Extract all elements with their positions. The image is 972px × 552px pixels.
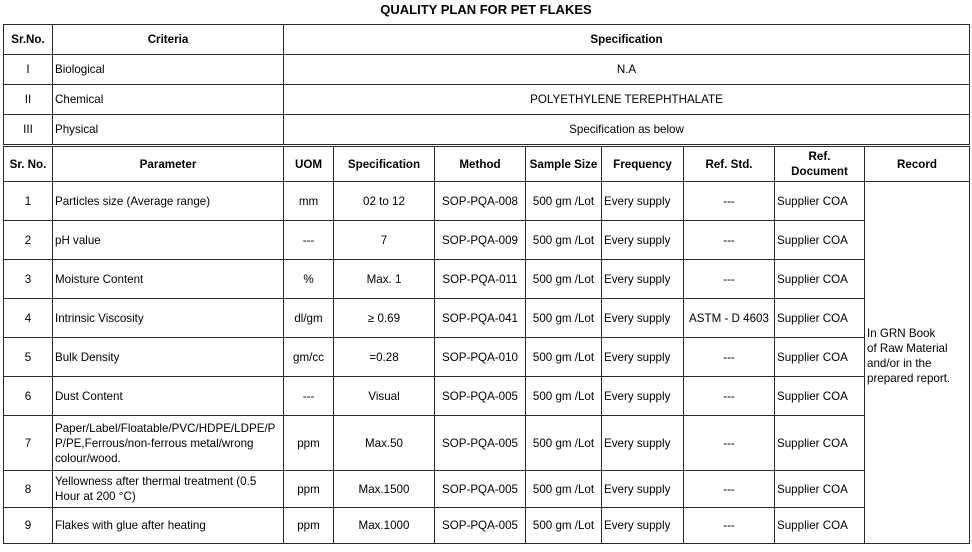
param-name-line: Bulk Density	[55, 350, 120, 364]
param-method: SOP-PQA-011	[435, 260, 526, 299]
criteria-row	[4, 115, 970, 145]
header-frequency: Frequency	[602, 147, 684, 182]
param-method: SOP-PQA-005	[435, 416, 526, 471]
criteria-name: Chemical	[53, 85, 284, 115]
param-ref-std: ASTM - D 4603	[684, 299, 775, 338]
parameter-row	[4, 338, 970, 377]
param-name	[53, 221, 284, 260]
header-specification: Specification	[334, 147, 435, 182]
param-sr: 7	[4, 416, 53, 471]
param-specification: Max.1500	[334, 471, 435, 508]
param-specification: ≥ 0.69	[334, 299, 435, 338]
param-specification: Max.1000	[334, 508, 435, 544]
param-name	[53, 508, 284, 544]
param-uom: ---	[284, 377, 334, 416]
criteria-specification: Specification as below	[284, 115, 970, 145]
criteria-specification: POLYETHYLENE TEREPHTHALATE	[284, 85, 970, 115]
param-method: SOP-PQA-005	[435, 471, 526, 508]
param-ref-document: Supplier COA	[775, 377, 865, 416]
parameter-row	[4, 377, 970, 416]
param-name-line: pH value	[55, 233, 101, 247]
criteria-table	[3, 24, 970, 145]
criteria-row	[4, 85, 970, 115]
param-frequency: Every supply	[602, 377, 684, 416]
record-cell	[865, 182, 970, 544]
param-specification: =0.28	[334, 338, 435, 377]
param-name	[53, 299, 284, 338]
record-text-line: and/or in the	[867, 356, 932, 370]
param-frequency: Every supply	[602, 221, 684, 260]
param-name-line: Paper/Label/Floatable/PVC/HDPE/LDPE/P	[55, 421, 276, 435]
param-name	[53, 471, 284, 508]
param-ref-std: ---	[684, 377, 775, 416]
record-text-line: In GRN Book	[867, 326, 936, 340]
param-ref-document: Supplier COA	[775, 416, 865, 471]
param-name	[53, 377, 284, 416]
criteria-sr: II	[4, 85, 53, 115]
criteria-name: Physical	[53, 115, 284, 145]
param-sample-size: 500 gm /Lot	[526, 416, 602, 471]
param-uom: ppm	[284, 471, 334, 508]
header-parameter: Parameter	[53, 147, 284, 182]
param-name-line: Particles size (Average range)	[55, 194, 211, 208]
param-method: SOP-PQA-010	[435, 338, 526, 377]
param-sample-size: 500 gm /Lot	[526, 508, 602, 544]
param-ref-std: ---	[684, 416, 775, 471]
param-ref-std: ---	[684, 260, 775, 299]
param-ref-document: Supplier COA	[775, 260, 865, 299]
param-ref-document: Supplier COA	[775, 299, 865, 338]
param-name-line: Moisture Content	[55, 272, 144, 286]
param-sr: 9	[4, 508, 53, 544]
param-sr: 2	[4, 221, 53, 260]
param-sample-size: 500 gm /Lot	[526, 299, 602, 338]
param-sample-size: 500 gm /Lot	[526, 377, 602, 416]
param-name	[53, 338, 284, 377]
param-method: SOP-PQA-005	[435, 508, 526, 544]
header-ref-document-line1: Ref.	[808, 150, 831, 163]
header-record: Record	[865, 147, 970, 182]
param-uom: %	[284, 260, 334, 299]
parameter-row	[4, 299, 970, 338]
param-method: SOP-PQA-009	[435, 221, 526, 260]
param-sample-size: 500 gm /Lot	[526, 221, 602, 260]
param-ref-std: ---	[684, 471, 775, 508]
param-name	[53, 182, 284, 221]
param-sr: 3	[4, 260, 53, 299]
header-ref-document	[775, 147, 865, 182]
param-sample-size: 500 gm /Lot	[526, 471, 602, 508]
param-uom: dl/gm	[284, 299, 334, 338]
record-text-line: prepared report.	[867, 371, 951, 385]
parameters-table	[3, 146, 970, 544]
param-name-line: Dust Content	[55, 389, 123, 403]
param-frequency: Every supply	[602, 182, 684, 221]
parameter-row	[4, 221, 970, 260]
param-sample-size: 500 gm /Lot	[526, 182, 602, 221]
param-ref-document: Supplier COA	[775, 338, 865, 377]
param-frequency: Every supply	[602, 416, 684, 471]
param-ref-std: ---	[684, 338, 775, 377]
param-uom: ppm	[284, 416, 334, 471]
criteria-header-specification: Specification	[284, 25, 970, 55]
param-sr: 6	[4, 377, 53, 416]
param-ref-document: Supplier COA	[775, 471, 865, 508]
parameter-row	[4, 416, 970, 471]
header-sample-size: Sample Size	[526, 147, 602, 182]
param-name-line: Yellowness after thermal treatment (0.5	[55, 475, 257, 488]
param-frequency: Every supply	[602, 471, 684, 508]
param-sample-size: 500 gm /Lot	[526, 260, 602, 299]
param-method: SOP-PQA-041	[435, 299, 526, 338]
criteria-sr: III	[4, 115, 53, 145]
param-frequency: Every supply	[602, 508, 684, 544]
param-ref-std: ---	[684, 221, 775, 260]
param-name-line: colour/wood.	[55, 451, 121, 465]
param-sr: 4	[4, 299, 53, 338]
param-method: SOP-PQA-008	[435, 182, 526, 221]
criteria-specification: N.A	[284, 55, 970, 85]
criteria-header-sr: Sr.No.	[4, 25, 53, 55]
record-text-line: of Raw Material	[867, 341, 948, 355]
param-specification: 02 to 12	[334, 182, 435, 221]
param-uom: gm/cc	[284, 338, 334, 377]
param-specification: Max.50	[334, 416, 435, 471]
param-specification: Visual	[334, 377, 435, 416]
param-name-line: Flakes with glue after heating	[55, 519, 206, 532]
param-frequency: Every supply	[602, 338, 684, 377]
param-specification: 7	[334, 221, 435, 260]
header-uom: UOM	[284, 147, 334, 182]
param-frequency: Every supply	[602, 260, 684, 299]
page-title: QUALITY PLAN FOR PET FLAKES	[380, 2, 592, 17]
param-sr: 5	[4, 338, 53, 377]
param-ref-document: Supplier COA	[775, 221, 865, 260]
criteria-header-criteria: Criteria	[53, 25, 284, 55]
param-ref-std: ---	[684, 182, 775, 221]
criteria-header-row	[4, 25, 970, 55]
parameters-header-row	[4, 147, 970, 182]
parameter-row	[4, 260, 970, 299]
parameter-row	[4, 471, 970, 508]
param-frequency: Every supply	[602, 299, 684, 338]
param-specification: Max. 1	[334, 260, 435, 299]
param-name-line: Intrinsic Viscosity	[55, 311, 144, 325]
parameter-row	[4, 182, 970, 221]
header-ref-std: Ref. Std.	[684, 147, 775, 182]
param-name-line: P/PE,Ferrous/non-ferrous metal/wrong	[55, 436, 254, 450]
param-sr: 8	[4, 471, 53, 508]
param-sample-size: 500 gm /Lot	[526, 338, 602, 377]
param-name	[53, 260, 284, 299]
criteria-row	[4, 55, 970, 85]
criteria-name: Biological	[53, 55, 284, 85]
parameter-row	[4, 508, 970, 544]
param-ref-std: ---	[684, 508, 775, 544]
param-uom: mm	[284, 182, 334, 221]
criteria-sr: I	[4, 55, 53, 85]
param-sr: 1	[4, 182, 53, 221]
header-method: Method	[435, 147, 526, 182]
param-name	[53, 416, 284, 471]
param-name-line: Hour at 200 °C)	[55, 490, 136, 503]
header-ref-document-line2: Document	[791, 165, 848, 178]
param-uom: ppm	[284, 508, 334, 544]
param-ref-document: Supplier COA	[775, 182, 865, 221]
param-method: SOP-PQA-005	[435, 377, 526, 416]
header-sr: Sr. No.	[4, 147, 53, 182]
param-ref-document: Supplier COA	[775, 508, 865, 544]
param-uom: ---	[284, 221, 334, 260]
